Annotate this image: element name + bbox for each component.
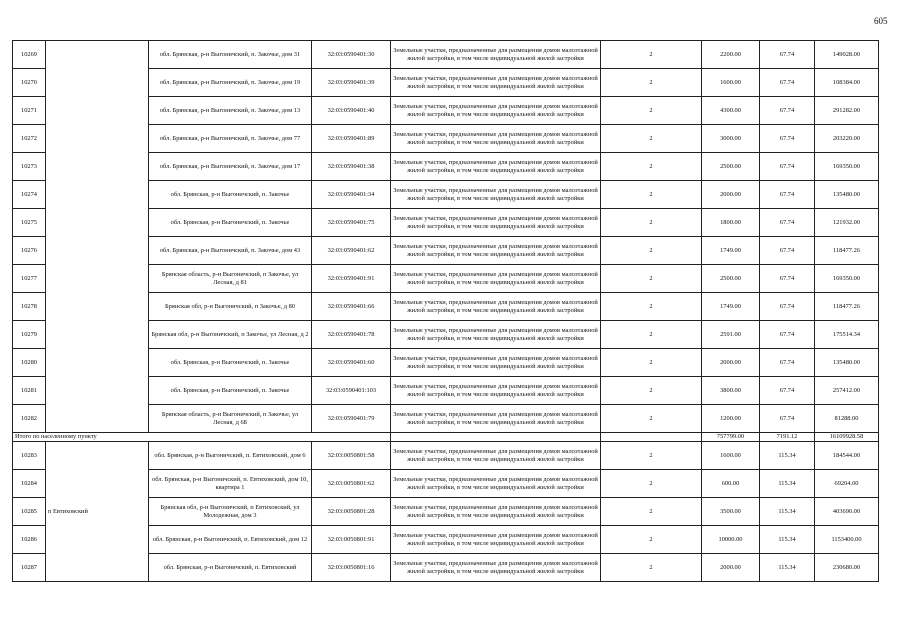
specific-value: 67.74: [760, 349, 815, 377]
parcel-area: 4300.00: [702, 97, 760, 125]
table-body-locality-b: [13, 442, 879, 582]
parcel-area: 1800.00: [702, 209, 760, 237]
parcel-area: 1200.00: [702, 405, 760, 433]
parcel-address: Брянская область, р-н Выгоничский, п Закочье, ул Лесная, д 81: [149, 265, 312, 293]
cadastral-number: 32:03:0590401:38: [312, 153, 391, 181]
cadastral-number: 32:03:0590401:75: [312, 209, 391, 237]
cadastral-number: 32:03:0050801:58: [312, 442, 391, 470]
row-number: 10279: [13, 321, 46, 349]
cadastral-number: 32:03:0590401:79: [312, 405, 391, 433]
locality-total-row: [13, 433, 879, 442]
table-body-locality-a: [13, 41, 879, 433]
land-use-purpose: Земельные участки, предназначенные для размещения домов малоэтажной жилой застройки, в том числе индивидуальной жилой застройки: [391, 153, 601, 181]
cadastral-number: 32:03:0050801:16: [312, 554, 391, 582]
specific-value: 67.74: [760, 209, 815, 237]
parcel-area: 2000.00: [702, 181, 760, 209]
specific-value: 67.74: [760, 321, 815, 349]
land-use-purpose: Земельные участки, предназначенные для размещения домов малоэтажной жилой застройки, в том числе индивидуальной жилой застройки: [391, 69, 601, 97]
row-number: 10287: [13, 554, 46, 582]
specific-value: 115.34: [760, 498, 815, 526]
cadastral-value: 69204.00: [815, 470, 879, 498]
land-category: 2: [601, 293, 702, 321]
specific-value: 67.74: [760, 97, 815, 125]
parcel-address: Брянская обл, р-н Выгоничский, п Закочье, ул Лесная, д 2: [149, 321, 312, 349]
specific-value: 115.34: [760, 526, 815, 554]
land-use-purpose: Земельные участки, предназначенные для размещения домов малоэтажной жилой застройки, в том числе индивидуальной жилой застройки: [391, 237, 601, 265]
specific-value: 115.34: [760, 470, 815, 498]
cadastral-value: 108384.00: [815, 69, 879, 97]
row-number: 10280: [13, 349, 46, 377]
parcel-area: 3000.00: [702, 125, 760, 153]
parcel-address: обл. Брянская, р-н Выгоничский, п. Закочье, дом 43: [149, 237, 312, 265]
parcel-address: обл. Брянская, р-н Выгоничский, п. Закочье: [149, 209, 312, 237]
land-category: 2: [601, 526, 702, 554]
row-number: 10284: [13, 470, 46, 498]
cadastral-number: 32:03:0590401:40: [312, 97, 391, 125]
land-use-purpose: Земельные участки, предназначенные для размещения домов малоэтажной жилой застройки, в том числе индивидуальной жилой застройки: [391, 125, 601, 153]
parcel-area: 2000.00: [702, 349, 760, 377]
row-number: 10271: [13, 97, 46, 125]
specific-value: 115.34: [760, 442, 815, 470]
cadastral-value: 118477.26: [815, 237, 879, 265]
land-category: 2: [601, 554, 702, 582]
land-use-purpose: Земельные участки, предназначенные для размещения домов малоэтажной жилой застройки, в том числе индивидуальной жилой застройки: [391, 554, 601, 582]
cadastral-value: 81288.00: [815, 405, 879, 433]
cadastral-number: 32:03:0050801:62: [312, 470, 391, 498]
total-label: Итого по населенному пункту: [13, 433, 391, 442]
row-number: 10274: [13, 181, 46, 209]
parcel-area: 3500.00: [702, 498, 760, 526]
total-value: 16109928.58: [815, 433, 879, 442]
specific-value: 67.74: [760, 405, 815, 433]
cadastral-value-table: [12, 40, 879, 582]
specific-value: 67.74: [760, 181, 815, 209]
row-number: 10272: [13, 125, 46, 153]
cadastral-number: 32:03:0050801:91: [312, 526, 391, 554]
land-use-purpose: Земельные участки, предназначенные для размещения домов малоэтажной жилой застройки, в том числе индивидуальной жилой застройки: [391, 349, 601, 377]
parcel-area: 3800.00: [702, 377, 760, 405]
land-use-purpose: Земельные участки, предназначенные для размещения домов малоэтажной жилой застройки, в том числе индивидуальной жилой застройки: [391, 97, 601, 125]
land-category: 2: [601, 41, 702, 69]
land-use-purpose: Земельные участки, предназначенные для размещения домов малоэтажной жилой застройки, в том числе индивидуальной жилой застройки: [391, 470, 601, 498]
land-category: 2: [601, 125, 702, 153]
land-use-purpose: Земельные участки, предназначенные для размещения домов малоэтажной жилой застройки, в том числе индивидуальной жилой застройки: [391, 377, 601, 405]
parcel-area: 2500.00: [702, 153, 760, 181]
land-use-purpose: Земельные участки, предназначенные для размещения домов малоэтажной жилой застройки, в том числе индивидуальной жилой застройки: [391, 293, 601, 321]
land-category: 2: [601, 97, 702, 125]
cadastral-value: 121932.00: [815, 209, 879, 237]
land-category: 2: [601, 377, 702, 405]
parcel-address: обл. Брянская, р-н Выгоничский, п. Евтиховский, дом 10, квартира 1: [149, 470, 312, 498]
parcel-area: 1749.00: [702, 293, 760, 321]
parcel-area: 1749.00: [702, 237, 760, 265]
land-category: 2: [601, 181, 702, 209]
land-use-purpose: Земельные участки, предназначенные для размещения домов малоэтажной жилой застройки, в том числе индивидуальной жилой застройки: [391, 526, 601, 554]
row-number: 10273: [13, 153, 46, 181]
land-use-purpose: Земельные участки, предназначенные для размещения домов малоэтажной жилой застройки, в том числе индивидуальной жилой застройки: [391, 41, 601, 69]
land-category: 2: [601, 321, 702, 349]
land-use-purpose: Земельные участки, предназначенные для размещения домов малоэтажной жилой застройки, в том числе индивидуальной жилой застройки: [391, 209, 601, 237]
page-number: 605: [874, 16, 888, 26]
cadastral-number: 32:03:0590401:89: [312, 125, 391, 153]
land-use-purpose: Земельные участки, предназначенные для размещения домов малоэтажной жилой застройки, в том числе индивидуальной жилой застройки: [391, 265, 601, 293]
cadastral-value: 118477.26: [815, 293, 879, 321]
total-rate: 7191.12: [760, 433, 815, 442]
cadastral-value: 403690.00: [815, 498, 879, 526]
parcel-address: обл. Брянская, р-н Выгоничский, п. Евтиховский: [149, 554, 312, 582]
parcel-area: 600.00: [702, 470, 760, 498]
parcel-area: 2200.00: [702, 41, 760, 69]
land-category: 2: [601, 405, 702, 433]
parcel-address: Брянская обл, р-н Выгоничский, п Евтиховский, ул Молодежная, дом 3: [149, 498, 312, 526]
row-number: 10269: [13, 41, 46, 69]
cadastral-value: 149028.00: [815, 41, 879, 69]
parcel-address: обл. Брянская, р-н Выгоничский, п. Закочье, дом 19: [149, 69, 312, 97]
row-number: 10275: [13, 209, 46, 237]
land-category: 2: [601, 69, 702, 97]
parcel-address: обл. Брянская, р-н Выгоничский, п. Евтиховский, дом 12: [149, 526, 312, 554]
row-number: 10286: [13, 526, 46, 554]
parcel-address: Брянская область, р-н Выгоничский, п Закочье, ул Лесная, д 68: [149, 405, 312, 433]
parcel-area: 1600.00: [702, 69, 760, 97]
parcel-area: 2500.00: [702, 265, 760, 293]
land-use-purpose: Земельные участки, предназначенные для размещения домов малоэтажной жилой застройки, в том числе индивидуальной жилой застройки: [391, 321, 601, 349]
specific-value: 67.74: [760, 153, 815, 181]
row-number: 10283: [13, 442, 46, 470]
row-number: 10282: [13, 405, 46, 433]
locality-name: [46, 41, 149, 433]
parcel-address: обл. Брянская, р-н Выгоничский, п. Закочье: [149, 377, 312, 405]
cadastral-value: 169350.00: [815, 265, 879, 293]
table-total-section: [13, 433, 879, 442]
parcel-address: обл. Брянская, р-н Выгоничский, п. Закочье, дом 31: [149, 41, 312, 69]
row-number: 10281: [13, 377, 46, 405]
parcel-address: обл. Брянская, р-н Выгоничский, п. Евтиховский, дом 6: [149, 442, 312, 470]
specific-value: 67.74: [760, 41, 815, 69]
cadastral-value: 203220.00: [815, 125, 879, 153]
specific-value: 67.74: [760, 265, 815, 293]
table-row: [13, 442, 879, 470]
cadastral-number: 32:03:0590401:62: [312, 237, 391, 265]
land-category: 2: [601, 153, 702, 181]
row-number: 10270: [13, 69, 46, 97]
cadastral-number: 32:03:0590401:66: [312, 293, 391, 321]
row-number: 10285: [13, 498, 46, 526]
total-spacer: [601, 433, 702, 442]
land-category: 2: [601, 237, 702, 265]
cadastral-value: 135480.00: [815, 181, 879, 209]
cadastral-value: 1153400.00: [815, 526, 879, 554]
parcel-address: обл. Брянская, р-н Выгоничский, п. Закочье, дом 77: [149, 125, 312, 153]
parcel-address: обл. Брянская, р-н Выгоничский, п. Закочье: [149, 181, 312, 209]
cadastral-number: 32:03:0590401:60: [312, 349, 391, 377]
locality-name: п Евтиховский: [46, 442, 149, 582]
land-use-purpose: Земельные участки, предназначенные для размещения домов малоэтажной жилой застройки, в том числе индивидуальной жилой застройки: [391, 405, 601, 433]
specific-value: 67.74: [760, 293, 815, 321]
land-use-purpose: Земельные участки, предназначенные для размещения домов малоэтажной жилой застройки, в том числе индивидуальной жилой застройки: [391, 442, 601, 470]
specific-value: 115.34: [760, 554, 815, 582]
land-category: 2: [601, 349, 702, 377]
parcel-address: обл. Брянская, р-н Выгоничский, п. Закочье: [149, 349, 312, 377]
land-use-purpose: Земельные участки, предназначенные для размещения домов малоэтажной жилой застройки, в том числе индивидуальной жилой застройки: [391, 498, 601, 526]
total-area: 757799.00: [702, 433, 760, 442]
land-use-purpose: Земельные участки, предназначенные для размещения домов малоэтажной жилой застройки, в том числе индивидуальной жилой застройки: [391, 181, 601, 209]
parcel-address: Брянская обл, р-н Выгоничский, п Закочье, д 80: [149, 293, 312, 321]
cadastral-value: 230680.00: [815, 554, 879, 582]
parcel-address: обл. Брянская, р-н Выгоничский, п. Закочье, дом 13: [149, 97, 312, 125]
parcel-area: 2591.00: [702, 321, 760, 349]
cadastral-number: 32:03:0590401:30: [312, 41, 391, 69]
cadastral-value: 135480.00: [815, 349, 879, 377]
total-spacer: [391, 433, 601, 442]
cadastral-value: 169350.00: [815, 153, 879, 181]
row-number: 10277: [13, 265, 46, 293]
cadastral-value: 291282.00: [815, 97, 879, 125]
parcel-address: обл. Брянская, р-н Выгоничский, п. Закочье, дом 17: [149, 153, 312, 181]
cadastral-value: 257412.00: [815, 377, 879, 405]
specific-value: 67.74: [760, 69, 815, 97]
cadastral-number: 32:03:0050801:28: [312, 498, 391, 526]
row-number: 10278: [13, 293, 46, 321]
cadastral-value: 184544.00: [815, 442, 879, 470]
cadastral-number: 32:03:0590401:103: [312, 377, 391, 405]
cadastral-number: 32:03:0590401:39: [312, 69, 391, 97]
specific-value: 67.74: [760, 237, 815, 265]
row-number: 10276: [13, 237, 46, 265]
parcel-area: 2000.00: [702, 554, 760, 582]
specific-value: 67.74: [760, 377, 815, 405]
cadastral-number: 32:03:0590401:91: [312, 265, 391, 293]
land-category: 2: [601, 442, 702, 470]
parcel-area: 10000.00: [702, 526, 760, 554]
land-category: 2: [601, 470, 702, 498]
cadastral-number: 32:03:0590401:34: [312, 181, 391, 209]
specific-value: 67.74: [760, 125, 815, 153]
land-category: 2: [601, 209, 702, 237]
table-row: [13, 41, 879, 69]
cadastral-value: 175514.34: [815, 321, 879, 349]
land-category: 2: [601, 265, 702, 293]
land-category: 2: [601, 498, 702, 526]
parcel-area: 1600.00: [702, 442, 760, 470]
cadastral-number: 32:03:0590401:78: [312, 321, 391, 349]
